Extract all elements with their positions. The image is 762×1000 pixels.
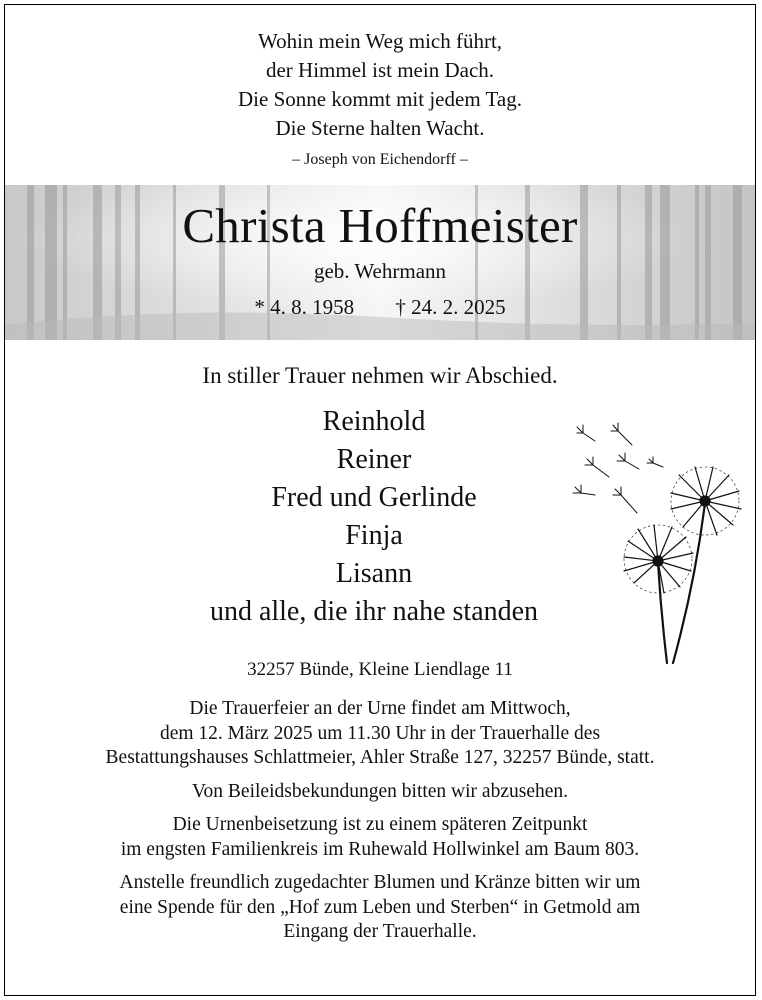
poem-line: Die Sonne kommt mit jedem Tag. bbox=[238, 87, 522, 111]
death-date: † 24. 2. 2025 bbox=[395, 295, 506, 319]
farewell-intro: In stiller Trauer nehmen wir Abschied. bbox=[202, 363, 558, 388]
poem-author: – Joseph von Eichendorff – bbox=[292, 151, 468, 168]
ceremony-line: Die Trauerfeier an der Urne findet am Mittwoch, bbox=[189, 698, 571, 719]
poem-line: der Himmel ist mein Dach. bbox=[265, 58, 495, 82]
dandelion-icon bbox=[563, 413, 753, 673]
poem-line: Die Sterne halten Wacht. bbox=[275, 116, 485, 140]
birth-date: * 4. 8. 1958 bbox=[254, 295, 355, 319]
obituary-card bbox=[4, 4, 756, 996]
mourner-name: Reinhold bbox=[322, 406, 426, 437]
condolences-line: Von Beileidsbekundungen bitten wir abzusehen. bbox=[191, 780, 569, 802]
ceremony-line: dem 12. März 2025 um 11.30 Uhr in der Trauerhalle des bbox=[159, 722, 601, 744]
donation-line: Eingang der Trauerhalle. bbox=[283, 921, 477, 942]
donation-line: eine Spende für den „Hof zum Leben und Sterben“ in Getmold am bbox=[119, 896, 641, 918]
donation-line: Anstelle freundlich zugedachter Blumen und Kränze bitten wir um bbox=[119, 872, 641, 893]
burial-line: im engsten Familienkreis im Ruhewald Hollwinkel am Baum 803. bbox=[120, 838, 640, 860]
condolences-paragraph bbox=[5, 780, 755, 805]
donation-paragraph bbox=[5, 871, 755, 945]
ceremony-line: Bestattungshauses Schlattmeier, Ahler Straße 127, 32257 Bünde, statt. bbox=[105, 747, 655, 768]
burial-paragraph bbox=[5, 813, 755, 862]
deceased-name: Christa Hoffmeister bbox=[182, 198, 578, 253]
poem-line: Wohin mein Weg mich führt, bbox=[257, 29, 503, 53]
mourner-name: Reiner bbox=[336, 444, 412, 475]
mourner-name: und alle, die ihr nahe standen bbox=[209, 596, 539, 627]
mourner-name: Lisann bbox=[335, 558, 413, 589]
life-dates bbox=[5, 295, 755, 320]
mourner-name: Fred und Gerlinde bbox=[271, 482, 477, 513]
mourner-name: Finja bbox=[345, 520, 403, 551]
poem bbox=[5, 27, 755, 171]
birth-name: geb. Wehrmann bbox=[313, 259, 447, 283]
burial-line: Die Urnenbeisetzung ist zu einem späteren Zeitpunkt bbox=[172, 814, 588, 835]
family-address: 32257 Bünde, Kleine Liendlage 11 bbox=[247, 659, 513, 680]
ceremony-paragraph bbox=[5, 697, 755, 771]
ceremony-info bbox=[5, 697, 755, 954]
forest-banner bbox=[5, 185, 755, 340]
